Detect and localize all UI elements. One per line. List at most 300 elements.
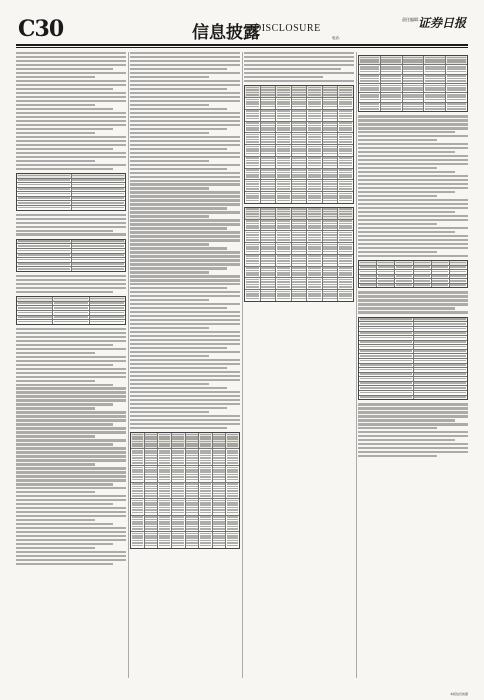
table-cell xyxy=(307,290,323,301)
text-line xyxy=(172,450,183,452)
text-line xyxy=(277,213,290,215)
text-line xyxy=(396,275,412,277)
text-line xyxy=(261,246,274,248)
table-cell xyxy=(276,180,292,191)
text-line xyxy=(308,172,321,174)
text-line xyxy=(381,96,401,98)
table-cell xyxy=(338,192,353,203)
table-cell xyxy=(307,145,323,156)
text-line xyxy=(277,232,290,234)
text-line xyxy=(403,71,423,73)
text-line xyxy=(339,195,352,197)
text-line xyxy=(308,157,321,159)
text-line xyxy=(323,272,336,274)
text-line xyxy=(16,344,113,346)
text-line xyxy=(432,284,448,286)
text-line xyxy=(292,101,305,103)
text-line xyxy=(130,319,240,321)
text-line xyxy=(244,72,354,74)
text-line xyxy=(308,244,321,246)
table-cell xyxy=(414,318,468,322)
text-line xyxy=(292,136,305,138)
text-line xyxy=(277,284,290,286)
text-line xyxy=(308,106,321,108)
text-line xyxy=(130,363,240,365)
table-cell xyxy=(17,320,53,324)
table-cell xyxy=(245,267,261,278)
text-line xyxy=(145,509,156,511)
text-line xyxy=(186,533,197,535)
text-line xyxy=(16,230,113,232)
text-line xyxy=(246,244,259,246)
text-line xyxy=(396,284,412,286)
text-line xyxy=(246,101,259,103)
table-cell xyxy=(199,449,213,465)
table-cell xyxy=(17,258,72,262)
table-cell xyxy=(186,433,200,449)
text-line xyxy=(132,474,143,476)
table-cell xyxy=(414,386,468,390)
text-line xyxy=(381,89,401,91)
text-line xyxy=(261,127,274,129)
text-line xyxy=(130,375,240,377)
text-line xyxy=(323,246,336,248)
text-line xyxy=(323,134,336,136)
text-line xyxy=(261,298,274,300)
text-line xyxy=(246,295,259,297)
text-line xyxy=(72,250,124,252)
text-line xyxy=(130,243,209,245)
table-cell xyxy=(72,244,126,248)
text-line xyxy=(130,299,209,301)
table-cell xyxy=(245,122,261,133)
text-line xyxy=(200,519,211,521)
body-text-block xyxy=(16,214,126,236)
text-line xyxy=(145,512,156,514)
table-cell xyxy=(359,332,414,336)
text-line xyxy=(339,197,352,199)
text-line xyxy=(292,220,305,222)
text-line xyxy=(16,399,126,401)
table-cell xyxy=(424,93,446,101)
text-line xyxy=(213,509,224,511)
text-line xyxy=(323,118,336,120)
text-line xyxy=(425,89,445,91)
text-line xyxy=(145,533,156,535)
text-line xyxy=(130,60,240,62)
body-text-block xyxy=(16,328,126,565)
text-line xyxy=(130,391,240,393)
text-line xyxy=(261,99,274,101)
table-cell xyxy=(72,263,126,267)
table-cell xyxy=(359,284,377,288)
text-line xyxy=(425,103,445,105)
text-line xyxy=(360,106,380,108)
text-line xyxy=(18,259,70,261)
text-line xyxy=(16,372,126,374)
text-line xyxy=(132,502,143,504)
text-line xyxy=(339,260,352,262)
table-row xyxy=(245,98,353,110)
text-line xyxy=(246,216,259,218)
text-line xyxy=(261,270,274,272)
text-line xyxy=(200,462,211,464)
text-line xyxy=(16,336,126,338)
text-line xyxy=(277,153,290,155)
text-line xyxy=(16,108,113,110)
text-line xyxy=(381,80,401,82)
table-cell xyxy=(292,220,308,231)
body-text-block xyxy=(130,52,240,429)
text-line xyxy=(213,457,224,459)
text-line xyxy=(130,148,227,150)
table-cell xyxy=(414,270,432,274)
text-line xyxy=(261,183,274,185)
text-line xyxy=(381,94,401,96)
text-line xyxy=(159,533,170,535)
table-cell xyxy=(403,56,425,64)
text-line xyxy=(292,181,305,183)
text-line xyxy=(261,110,274,112)
text-line xyxy=(186,523,197,525)
text-line xyxy=(358,435,468,437)
table-cell xyxy=(424,65,446,73)
table-cell xyxy=(338,208,353,219)
text-line xyxy=(414,332,466,334)
text-line xyxy=(396,262,412,264)
text-line xyxy=(261,286,274,288)
text-line xyxy=(16,403,113,405)
text-line xyxy=(246,113,259,115)
text-line xyxy=(130,399,240,401)
table-cell xyxy=(17,179,72,183)
table-cell xyxy=(53,306,89,310)
text-line xyxy=(339,106,352,108)
text-line xyxy=(360,378,412,380)
text-line xyxy=(308,267,321,269)
text-line xyxy=(358,443,468,445)
text-line xyxy=(323,298,336,300)
text-line xyxy=(145,488,156,490)
text-line xyxy=(381,99,401,101)
text-line xyxy=(339,136,352,138)
text-line xyxy=(323,193,336,195)
text-line xyxy=(213,486,224,488)
text-line xyxy=(246,134,259,136)
text-line xyxy=(186,521,197,523)
text-line xyxy=(323,139,336,141)
table-cell xyxy=(395,284,413,288)
text-line xyxy=(323,260,336,262)
text-line xyxy=(132,469,143,471)
table-cell xyxy=(158,516,172,532)
text-line xyxy=(130,275,240,277)
text-line xyxy=(261,160,274,162)
table-cell xyxy=(338,243,353,254)
table-cell xyxy=(292,278,308,289)
table-cell xyxy=(323,122,339,133)
text-line xyxy=(323,87,336,89)
text-line xyxy=(358,431,468,433)
text-line xyxy=(403,96,423,98)
text-line xyxy=(213,479,224,481)
text-line xyxy=(16,84,126,86)
text-line xyxy=(308,110,321,112)
text-line xyxy=(323,291,336,293)
text-line xyxy=(403,57,423,59)
text-line xyxy=(277,200,290,202)
text-line xyxy=(308,125,321,127)
text-line xyxy=(358,179,468,181)
text-line xyxy=(16,539,126,541)
text-line xyxy=(145,436,156,438)
text-line xyxy=(16,112,126,114)
text-line xyxy=(358,203,468,205)
text-line xyxy=(72,240,124,242)
text-line xyxy=(339,223,352,225)
text-line xyxy=(186,540,197,542)
table-cell xyxy=(323,133,339,144)
text-line xyxy=(261,263,274,265)
text-line xyxy=(323,232,336,234)
table-cell xyxy=(72,197,126,201)
text-line xyxy=(360,392,412,394)
section-title-en: DISCLOSURE xyxy=(254,23,321,34)
text-line xyxy=(323,169,336,171)
text-line xyxy=(308,298,321,300)
text-line xyxy=(145,476,156,478)
text-line xyxy=(246,260,259,262)
text-line xyxy=(261,139,274,141)
text-line xyxy=(246,148,259,150)
table-cell xyxy=(307,98,323,109)
text-line xyxy=(213,521,224,523)
text-line xyxy=(292,195,305,197)
text-line xyxy=(145,540,156,542)
text-line xyxy=(130,160,209,162)
text-line xyxy=(414,392,466,394)
text-line xyxy=(227,476,238,478)
table-cell xyxy=(261,208,277,219)
table-cell xyxy=(307,157,323,168)
text-line xyxy=(159,502,170,504)
text-line xyxy=(16,120,126,122)
text-line xyxy=(339,87,352,89)
text-line xyxy=(16,348,126,350)
text-line xyxy=(16,535,126,537)
text-line xyxy=(159,476,170,478)
text-line xyxy=(323,208,336,210)
text-line xyxy=(358,455,437,457)
table-cell xyxy=(276,267,292,278)
text-line xyxy=(159,526,170,528)
text-line xyxy=(308,281,321,283)
table-cell xyxy=(276,169,292,180)
text-line xyxy=(130,267,227,269)
table-cell xyxy=(323,255,339,266)
table-cell xyxy=(17,206,72,210)
text-line xyxy=(186,476,197,478)
text-line xyxy=(261,103,274,105)
text-line xyxy=(227,528,238,530)
text-line xyxy=(277,251,290,253)
text-line xyxy=(360,337,412,339)
text-line xyxy=(159,504,170,506)
text-line xyxy=(172,443,183,445)
text-line xyxy=(159,528,170,530)
text-line xyxy=(16,503,113,505)
text-line xyxy=(358,191,455,193)
text-line xyxy=(277,150,290,152)
text-line xyxy=(339,234,352,236)
text-line xyxy=(16,222,126,224)
table-cell xyxy=(90,306,125,310)
text-line xyxy=(130,419,240,421)
text-line xyxy=(261,197,274,199)
text-line xyxy=(16,80,126,82)
table-cell xyxy=(90,297,125,301)
text-line xyxy=(292,110,305,112)
text-line xyxy=(213,542,224,544)
text-line xyxy=(261,274,274,276)
text-line xyxy=(277,101,290,103)
text-line xyxy=(145,504,156,506)
text-line xyxy=(261,153,274,155)
text-line xyxy=(261,293,274,295)
text-line xyxy=(130,423,240,425)
text-line xyxy=(360,75,380,77)
text-line xyxy=(292,255,305,257)
text-line xyxy=(414,378,466,380)
text-line xyxy=(308,139,321,141)
text-line xyxy=(277,220,290,222)
text-line xyxy=(159,455,170,457)
table-cell xyxy=(17,249,72,253)
text-line xyxy=(261,208,274,210)
text-line xyxy=(227,471,238,473)
text-line xyxy=(132,441,143,443)
text-line xyxy=(339,101,352,103)
text-line xyxy=(132,516,143,518)
text-line xyxy=(186,542,197,544)
table-cell xyxy=(199,433,213,449)
text-line xyxy=(323,103,336,105)
text-line xyxy=(381,68,401,70)
table-cell xyxy=(323,290,339,301)
text-line xyxy=(425,59,445,61)
text-line xyxy=(200,512,211,514)
text-line xyxy=(308,92,321,94)
text-line xyxy=(54,302,88,304)
table-cell xyxy=(72,174,126,178)
text-line xyxy=(130,311,240,313)
table-cell xyxy=(17,240,72,244)
table-cell xyxy=(276,255,292,266)
text-line xyxy=(132,533,143,535)
text-line xyxy=(130,187,209,189)
text-line xyxy=(246,87,259,89)
text-line xyxy=(447,61,467,63)
text-line xyxy=(339,162,352,164)
text-line xyxy=(261,101,274,103)
text-line xyxy=(323,244,336,246)
text-line xyxy=(360,57,380,59)
table-cell xyxy=(276,290,292,301)
text-line xyxy=(339,110,352,112)
text-line xyxy=(246,267,259,269)
text-line xyxy=(159,467,170,469)
text-line xyxy=(213,467,224,469)
text-line xyxy=(213,512,224,514)
text-line xyxy=(292,211,305,213)
table-cell xyxy=(359,65,381,73)
text-line xyxy=(16,152,126,154)
table-cell xyxy=(381,103,403,111)
table-cell xyxy=(307,231,323,242)
text-line xyxy=(186,490,197,492)
text-line xyxy=(358,451,468,453)
text-line xyxy=(358,183,468,185)
table-cell xyxy=(72,183,126,187)
text-line xyxy=(414,284,430,286)
text-line xyxy=(358,219,468,221)
text-line xyxy=(277,279,290,281)
text-line xyxy=(16,507,126,509)
table-cell xyxy=(377,266,395,270)
text-line xyxy=(308,146,321,148)
text-line xyxy=(145,535,156,537)
text-line xyxy=(159,495,170,497)
table-cell xyxy=(72,201,126,205)
table-cell xyxy=(245,290,261,301)
text-line xyxy=(425,78,445,80)
text-line xyxy=(261,258,274,260)
table-cell xyxy=(424,56,446,64)
text-line xyxy=(130,68,227,70)
text-line xyxy=(323,295,336,297)
text-line xyxy=(358,175,468,177)
text-line xyxy=(323,220,336,222)
text-line xyxy=(339,113,352,115)
text-line xyxy=(339,169,352,171)
text-line xyxy=(54,312,88,314)
table-cell xyxy=(17,197,72,201)
text-line xyxy=(261,136,274,138)
text-line xyxy=(200,516,211,518)
text-line xyxy=(277,115,290,117)
table-cell xyxy=(17,316,53,320)
text-line xyxy=(414,369,466,371)
text-line xyxy=(18,307,52,309)
text-line xyxy=(130,132,209,134)
table-cell xyxy=(261,110,277,121)
text-line xyxy=(360,346,412,348)
text-line xyxy=(358,135,468,137)
text-line xyxy=(323,234,336,236)
text-line xyxy=(339,220,352,222)
table-cell xyxy=(432,261,450,265)
text-line xyxy=(403,75,423,77)
text-line xyxy=(186,537,197,539)
table-cell xyxy=(359,279,377,283)
text-line xyxy=(72,202,124,204)
text-line xyxy=(339,284,352,286)
text-line xyxy=(16,435,95,437)
text-line xyxy=(447,96,467,98)
text-line xyxy=(277,263,290,265)
text-line xyxy=(16,104,95,106)
text-line xyxy=(425,71,445,73)
